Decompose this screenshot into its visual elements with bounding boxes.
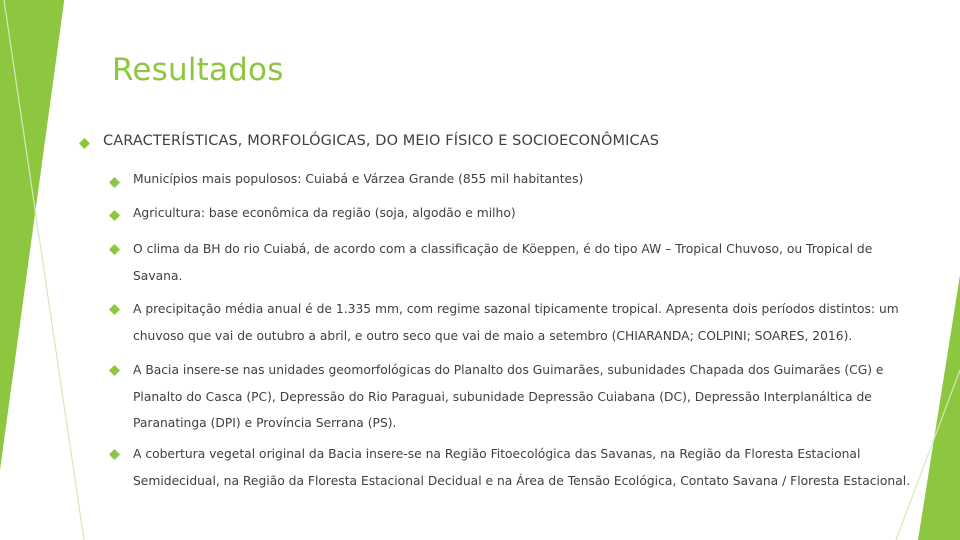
diamond-bullet-icon xyxy=(109,365,120,376)
list-item: O clima da BH do rio Cuiabá, de acordo com a classificação de Köeppen, é do tipo AW – Tropical Chuvoso, ou Tropical de Savana. xyxy=(133,242,873,283)
list-item: A Bacia insere-se nas unidades geomorfológicas do Planalto dos Guimarães, subunidades Chapada dos Guimarães (CG) e Planalto do Casca (PC), Depressão do Rio Paraguai, subunidade Depressão Cuiabana (DC), Depressão Interplanáltica de Paranatinga (DPI) e Província Serrana (PS). xyxy=(133,363,884,430)
slide-title: Resultados xyxy=(112,52,284,88)
list-item: A cobertura vegetal original da Bacia insere-se na Região Fitoecológica das Savanas, na Região da Floresta Estacional Semidecidual, na Região da Floresta Estacional Decidual e na Área de Tensão Ecológica, Contato Savana / Floresta Estacional. xyxy=(133,447,911,488)
diamond-bullet-icon xyxy=(109,304,120,315)
right-green-stripe xyxy=(918,275,960,540)
diamond-bullet-icon xyxy=(109,449,120,460)
left-green-stripe xyxy=(0,0,64,470)
section-heading: CARACTERÍSTICAS, MORFOLÓGICAS, DO MEIO FÍSICO E SOCIOECONÔMICAS xyxy=(103,133,660,149)
list-item: A precipitação média anual é de 1.335 mm, com regime sazonal tipicamente tropical. Apresenta dois períodos distintos: um chuvoso que vai de outubro a abril, e outro seco que vai de maio a setembro (CHIARANDA; COLPINI; SOARES, 2016). xyxy=(133,302,899,343)
diamond-bullet-icon xyxy=(109,210,120,221)
diamond-bullet-icon xyxy=(109,177,120,188)
list-item: Municípios mais populosos: Cuiabá e Várzea Grande (855 mil habitantes) xyxy=(133,172,584,186)
list-item: Agricultura: base econômica da região (soja, algodão e milho) xyxy=(133,206,516,220)
diamond-bullet-icon xyxy=(79,138,90,149)
diamond-bullet-icon xyxy=(109,244,120,255)
